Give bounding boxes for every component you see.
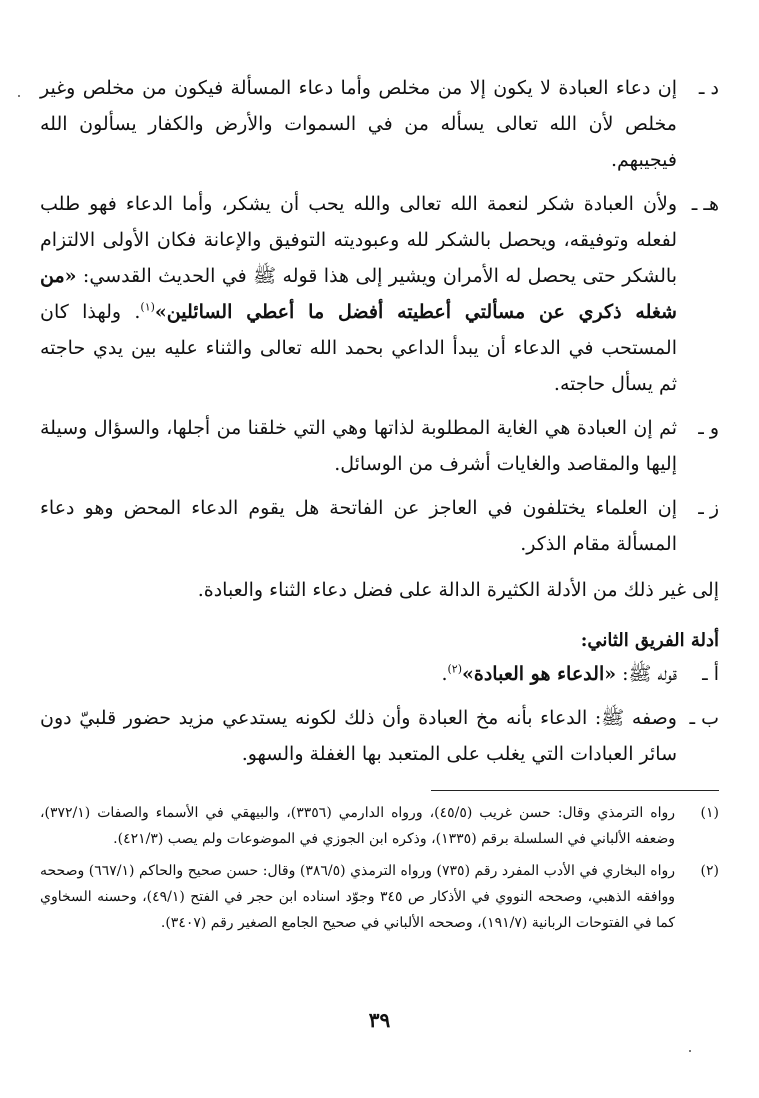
main-text	[40, 70, 719, 780]
footnote-number: (١)	[700, 805, 719, 821]
item-marker: ز ـ	[698, 497, 719, 519]
item-text	[40, 656, 677, 692]
item-marker: و ـ	[698, 417, 719, 439]
list-item	[40, 70, 719, 178]
footnote-number: (٢)	[700, 863, 719, 879]
item-marker: أ ـ	[702, 663, 719, 685]
item-text-before: ولأن العبادة شكر لنعمة الله تعالى والله يحب أن يشكر، وأما الدعاء فهو طلب لفعله وتوفيقه، ويحصل بالشكر لله وعبوديته التوفيق والإعانة فكان الأولى الالتزام بالشكر حتى يحصل له الأمران ويشير إلى هذا قوله ﷺ في الحديث القدسي:	[40, 193, 677, 287]
footnote-divider	[431, 790, 719, 791]
item-text-before: قوله ﷺ:	[616, 663, 677, 685]
item-text: وصفه ﷺ: الدعاء بأنه مخ العبادة وأن ذلك لكونه يستدعي مزيد حضور قلبيّ دون سائر العبادات التي يغلب على المتعبد بها الغفلة والسهو.	[40, 707, 677, 765]
item-marker: ب ـ	[689, 707, 719, 729]
hadith-quote: «من شغله ذكري عن مسألتي أعطيته أفضل ما أعطي السائلين»	[40, 265, 677, 323]
conclusion-paragraph: إلى غير ذلك من الأدلة الكثيرة الدالة على فضل دعاء الثناء والعبادة.	[197, 579, 719, 601]
list-item	[40, 656, 719, 692]
section-heading: أدلة الفريق الثاني:	[580, 630, 719, 651]
footnote-text: رواه البخاري في الأدب المفرد رقم (٧٣٥) ورواه الترمذي (٣٨٦/٥) وقال: حسن صحيح والحاكم (٦٦٧/١) وصححه ووافقه الذهبي، وصححه النووي في الأذكار ص ٣٤٥ وجوّد اسناده ابن حجر في الفتح (٤٩/١)، وحسنه السخاوي كما في الفتوحات الربانية (١٩١/٧)، وصححه الألباني في صحيح الجامع الصغير رقم (٣٤٠٧).	[40, 863, 675, 931]
footnotes	[40, 800, 719, 942]
list-item	[40, 700, 719, 772]
item-text: إن العلماء يختلفون في العاجز عن الفاتحة هل يقوم الدعاء المحض وهو دعاء المسألة مقام الذكر.	[40, 497, 677, 555]
item-marker: هـ ـ	[691, 193, 719, 215]
item-text: ثم إن العبادة هي الغاية المطلوبة لذاتها وهي التي خلقنا من أجلها، والسؤال وسيلة إليها والمقاصد والغايات أشرف من الوسائل.	[40, 417, 677, 475]
item-text-after: .	[441, 663, 448, 685]
item-marker: د ـ	[698, 77, 719, 99]
item-text	[40, 186, 677, 402]
page-number: ٣٩	[368, 1008, 391, 1032]
list-item	[40, 490, 719, 562]
item-text-after: . ولهذا كان المستحب في الدعاء أن يبدأ الداعي بحمد الله تعالى والثناء عليه بين يدي حاجته ثم يسأل حاجته.	[40, 301, 677, 395]
scan-speck	[689, 1050, 691, 1052]
list-item	[40, 186, 719, 402]
footnote	[40, 858, 719, 936]
item-text: إن دعاء العبادة لا يكون إلا من مخلص وأما دعاء المسألة فيكون من مخلص وغير مخلص لأن الله تعالى يسأله من في السموات والأرض والكفار يسألون الله فيجيبهم.	[40, 77, 677, 171]
footnote-ref: (٢)	[447, 662, 463, 676]
scan-speck	[18, 95, 20, 97]
footnote-ref: (١)	[140, 300, 155, 314]
footnote-text: رواه الترمذي وقال: حسن غريب (٤٥/٥)، ورواه الدارمي (٣٣٥٦)، والبيهقي في الأسماء والصفات (٣٧٢/١)، وضعفه الألباني في السلسلة برقم (١٣٣٥)، وذكره ابن الجوزي في الموضوعات ولم يصب (٤٢١/٣).	[40, 805, 676, 847]
footnote	[40, 800, 719, 852]
hadith-quote: «الدعاء هو العبادة»	[462, 663, 617, 685]
list-item	[40, 410, 719, 482]
